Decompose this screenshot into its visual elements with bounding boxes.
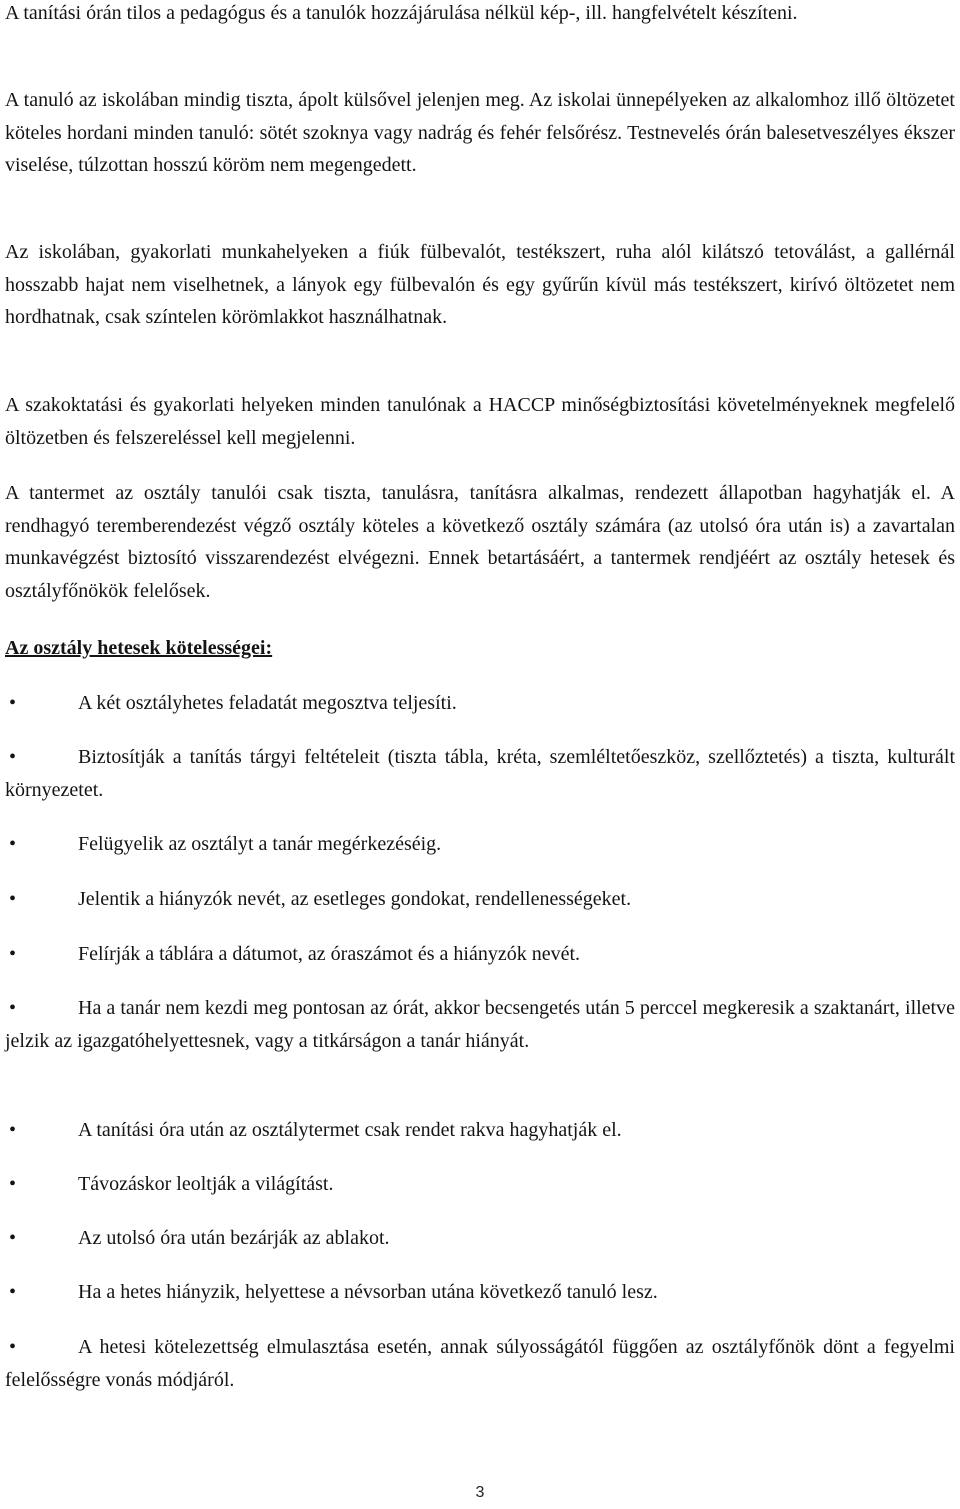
list-item: [5, 1331, 955, 1396]
list-item: [5, 883, 955, 916]
bullet-icon: •: [9, 746, 17, 768]
paragraph-appearance-rule: A tanuló az iskolában mindig tiszta, ápolt külsővel jelenjen meg. Az iskolai ünnepélyeken az alkalomhoz illő öltözetet köteles hordani minden tanuló: sötét szoknya vagy nadrág és fehér felsőrész. Testnevelés órán balesetveszélyes ékszer viselése, túlzottan hosszú köröm nem megengedett.: [5, 89, 955, 176]
list-item-text: Biztosítják a tanítás tárgyi feltételeit (tiszta tábla, kréta, szemléltetőeszköz, szellőztetés) a tiszta, kulturált környezetet.: [5, 746, 955, 801]
list-item-text: Távozáskor leoltják a világítást.: [78, 1173, 334, 1195]
list-item-text: Az utolsó óra után bezárják az ablakot.: [78, 1227, 390, 1249]
bullet-icon: •: [9, 1173, 17, 1195]
paragraph-classroom-rule: A tantermet az osztály tanulói csak tiszta, tanulásra, tanításra alkalmas, rendezett állapotban hagyhatják el. A rendhagyó teremberendezést végző osztály köteles a következő osztály számára (az utolsó óra után is) a zavartalan munkavégzést biztosító visszarendezést elvégezni. Ennek betartásáért, a tantermek rendjéért az osztály hetesek és osztályfőnökök felelősek.: [5, 482, 955, 602]
list-item: [5, 938, 955, 971]
section-heading: Az osztály hetesek kötelességei:: [5, 637, 273, 659]
page-number: 3: [475, 1484, 485, 1501]
list-item-text: A tanítási óra után az osztálytermet csak rendet rakva hagyhatják el.: [78, 1119, 622, 1141]
list-item-text: Ha a tanár nem kezdi meg pontosan az órát, akkor becsengetés után 5 perccel megkeresik a szaktanárt, illetve jelzik az igazgatóhelyettesnek, vagy a titkárságon a tanár hiányát.: [5, 997, 955, 1052]
list-item-text: A hetesi kötelezettség elmulasztása esetén, annak súlyosságától függően az osztályfőnök dönt a fegyelmi felelősségre vonás módjáról.: [5, 1336, 955, 1391]
list-item: [5, 828, 955, 861]
bullet-icon: •: [9, 833, 17, 855]
bullet-icon: •: [9, 888, 17, 910]
bullet-icon: •: [9, 943, 17, 965]
list-item: [5, 1222, 955, 1255]
bullet-icon: •: [9, 1227, 17, 1249]
bullet-icon: •: [9, 1281, 17, 1303]
list-item-text: Jelentik a hiányzók nevét, az esetleges gondokat, rendellenességeket.: [78, 888, 632, 910]
list-item: [5, 1276, 955, 1309]
bullet-icon: •: [9, 692, 17, 714]
list-item: [5, 992, 955, 1057]
paragraph-recording-rule: A tanítási órán tilos a pedagógus és a tanulók hozzájárulása nélkül kép-, ill. hangfelvételt készíteni.: [5, 2, 798, 24]
list-item-text: Ha a hetes hiányzik, helyettese a névsorban utána következő tanuló lesz.: [78, 1281, 658, 1303]
list-item: [5, 1168, 955, 1201]
paragraph-jewelry-rule: Az iskolában, gyakorlati munkahelyeken a fiúk fülbevalót, testékszert, ruha alól kilátszó tetoválást, a gallérnál hosszabb hajat nem viselhetnek, a lányok egy fülbevalón és egy gyűrűn kívül más testékszert, kirívó öltözetet nem hordhatnak, csak színtelen körömlakkot használhatnak.: [5, 241, 955, 328]
paragraph-haccp-rule: A szakoktatási és gyakorlati helyeken minden tanulónak a HACCP minőségbiztosítási követelményeknek megfelelő öltözetben és felszereléssel kell megjelenni.: [5, 394, 955, 449]
list-item: [5, 1114, 955, 1147]
bullet-icon: •: [9, 1119, 17, 1141]
bullet-icon: •: [9, 997, 17, 1019]
list-item: [5, 687, 955, 720]
bullet-icon: •: [9, 1336, 17, 1358]
list-item-text: A két osztályhetes feladatát megosztva teljesíti.: [78, 692, 457, 714]
list-item: [5, 741, 955, 806]
list-item-text: Felírják a táblára a dátumot, az óraszámot és a hiányzók nevét.: [78, 943, 581, 965]
list-item-text: Felügyelik az osztályt a tanár megérkezéséig.: [78, 833, 442, 855]
